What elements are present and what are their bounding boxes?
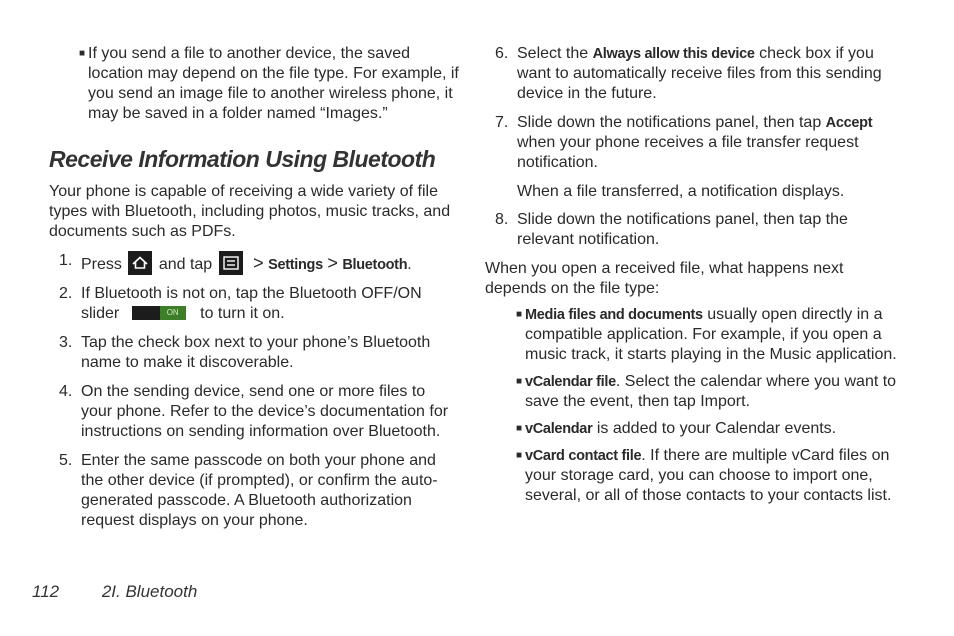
accept-label: Accept	[825, 115, 873, 131]
step-3	[49, 333, 459, 373]
step-4	[49, 382, 459, 442]
step-text: Enter the same passcode on both your phone and the other device (if prompted), or confirm the auto-generated passcode. A Bluetooth authorization request displays on your phone.	[81, 452, 438, 529]
step-text: If Bluetooth is not on, tap the Bluetooth OFF/ON slider	[81, 285, 422, 322]
file-type-text: . If there are multiple vCard files on your storage card, you can choose to import one, several, or all of those contacts to your contacts list.	[525, 447, 892, 504]
file-type-text: usually open directly in a compatible application. For example, if you open a music track, it starts playing in the Music application.	[525, 306, 897, 363]
bullet-mark: ■	[516, 309, 523, 320]
step-text: Tap the check box next to your phone’s Bluetooth name to make it discoverable.	[81, 334, 431, 371]
option-label: Always allow this device	[592, 46, 755, 62]
file-type-intro: When you open a received file, what happens next depends on the file type:	[485, 260, 844, 297]
step-8	[485, 210, 897, 250]
step-number: 2.	[59, 285, 73, 302]
step-5	[49, 451, 459, 531]
bullet-mark: ■	[516, 450, 523, 461]
punctuation: .	[407, 256, 412, 273]
section-heading: Receive Information Using Bluetooth	[49, 146, 436, 172]
bullet-mark: ■	[516, 376, 523, 387]
step-text: Select the	[517, 45, 589, 62]
step-text: Slide down the notifications panel, then tap	[517, 114, 822, 131]
bluetooth-toggle-slider	[132, 306, 186, 320]
bullet-text: If you send a file to another device, the saved location may depend on the file type. For example, if you send an image file to another wireless phone, it may be saved in a folder named “Images.”	[88, 45, 459, 122]
toggle-on-label: ON	[160, 306, 186, 320]
right-column	[485, 44, 897, 513]
step-6	[485, 44, 897, 104]
step-text: check box if you want to automatically receive files from this sending device in the future.	[517, 45, 882, 102]
list-item	[485, 305, 897, 365]
step-number: 6.	[495, 45, 509, 62]
file-type-text: is added to your Calendar events.	[592, 420, 837, 437]
step-7	[485, 113, 897, 173]
step-2	[49, 284, 459, 324]
left-column	[49, 44, 459, 540]
step-number: 5.	[59, 452, 73, 469]
step-text: On the sending device, send one or more files to your phone. Refer to the device’s documentation for instructions on sending information over Bluetooth.	[81, 383, 449, 440]
list-item	[485, 372, 897, 412]
list-item	[49, 44, 459, 124]
settings-label: Settings	[268, 257, 323, 273]
step-1	[49, 251, 459, 275]
step-number: 1.	[59, 252, 73, 269]
step-number: 7.	[495, 114, 509, 131]
home-icon	[128, 251, 152, 275]
bullet-mark: ■	[79, 48, 86, 59]
step-text: when your phone receives a file transfer request notification.	[517, 134, 859, 171]
step-note: When a file transferred, a notification displays.	[517, 183, 845, 200]
list-item	[485, 419, 897, 439]
menu-icon	[219, 251, 243, 275]
bullet-mark: ■	[516, 423, 523, 434]
step-text: and tap	[158, 256, 213, 273]
section-name: 2I. Bluetooth	[101, 582, 198, 601]
bluetooth-label: Bluetooth	[342, 257, 408, 273]
step-number: 4.	[59, 383, 73, 400]
step-text: to turn it on.	[200, 305, 285, 322]
file-type-label: vCard contact file	[525, 448, 642, 464]
file-type-label: vCalendar file	[525, 374, 616, 390]
step-number: 3.	[59, 334, 73, 351]
file-type-label: vCalendar	[525, 421, 593, 437]
page-footer	[32, 582, 235, 602]
page-number: 112	[32, 582, 60, 601]
file-type-label: Media files and documents	[525, 307, 703, 323]
step-text: Press	[81, 256, 122, 273]
step-number: 8.	[495, 211, 509, 228]
file-type-text: . Select the calendar where you want to save the event, then tap Import.	[525, 373, 897, 410]
list-item	[485, 446, 897, 506]
step-text: Slide down the notifications panel, then tap the relevant notification.	[517, 211, 848, 248]
separator: >	[327, 253, 338, 273]
intro-paragraph: Your phone is capable of receiving a wide variety of file types with Bluetooth, including photos, music tracks, and documents such as PDFs.	[49, 183, 451, 240]
separator: >	[253, 253, 264, 273]
